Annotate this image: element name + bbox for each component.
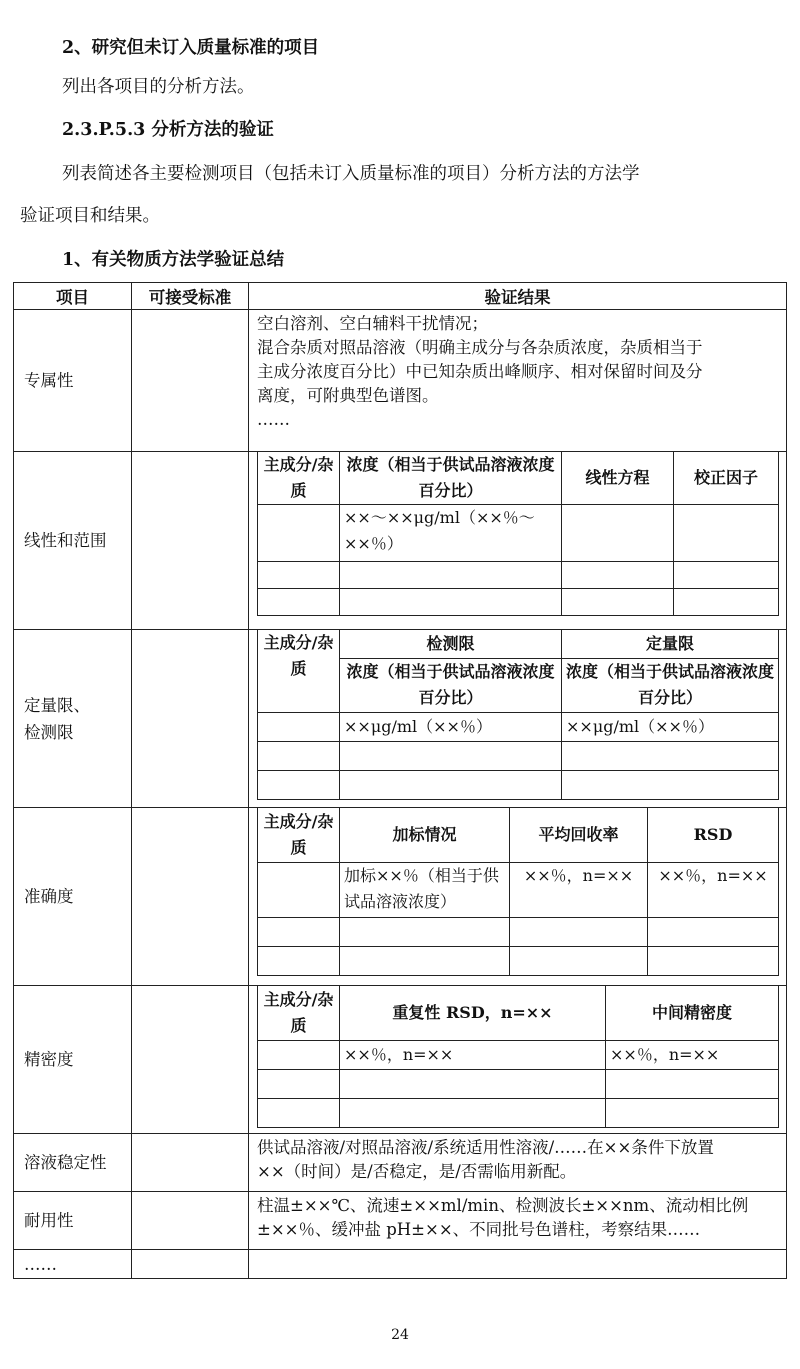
heading-related-substances: 1、有关物质方法学验证总结 (62, 250, 285, 270)
validation-summary-table (13, 282, 787, 1279)
table-row (14, 630, 787, 808)
lod-value: ××μg/ml（××％） (340, 713, 562, 742)
intermediate-value: ××％，n=×× (606, 1041, 779, 1070)
row-label-stability: 溶液稳定性 (14, 1134, 132, 1192)
specificity-line: 混合杂质对照品溶液（明确主成分与各杂质浓度，杂质相当于 (257, 338, 703, 357)
stability-line-2: ××（时间）是/否稳定，是/否需临用新配。 (257, 1162, 577, 1181)
acceptance-cell (132, 310, 249, 452)
accuracy-result (249, 808, 787, 986)
robustness-line-1: 柱温±××℃、流速±××ml/min、检测波长±××nm、流动相比例 (257, 1196, 749, 1215)
row-label-lod-loq (14, 630, 132, 808)
heading-method-validation: 2.3.P.5.3 分析方法的验证 (62, 120, 274, 140)
robustness-line-2: ±××％、缓冲盐 pH±××、不同批号色谱柱，考察结果…… (257, 1220, 701, 1239)
paragraph-list-methods: 列出各项目的分析方法。 (62, 77, 255, 97)
row-label-precision: 精密度 (14, 986, 132, 1134)
sub-header-recovery: 平均回收率 (510, 808, 648, 863)
acceptance-cell (132, 630, 249, 808)
table-row (14, 808, 787, 986)
repeatability-value: ××％，n=×× (340, 1041, 606, 1070)
sub-header-loq-concentration: 浓度（相当于供试品溶液浓度百分比） (562, 658, 779, 712)
header-result: 验证结果 (249, 283, 787, 310)
table-row (14, 1192, 787, 1250)
spike-value: 加标××％（相当于供试品溶液浓度） (340, 863, 510, 918)
paragraph-validation-line-1: 列表简述各主要检测项目（包括未订入质量标准的项目）分析方法的方法学 (62, 164, 640, 184)
row-label-more: …… (14, 1250, 132, 1279)
precision-subtable (257, 986, 779, 1128)
sub-header-lod: 检测限 (340, 630, 562, 658)
accuracy-subtable (257, 808, 779, 976)
acceptance-cell (132, 1192, 249, 1250)
specificity-line: 离度，可附典型色谱图。 (257, 386, 439, 405)
acceptance-cell (132, 1134, 249, 1192)
recovery-value: ××％，n=×× (510, 863, 648, 918)
precision-result (249, 986, 787, 1134)
heading-unlisted-items: 2、研究但未订入质量标准的项目 (62, 38, 320, 58)
sub-header-loq: 定量限 (562, 630, 779, 658)
header-acceptance: 可接受标准 (132, 283, 249, 310)
table-row (14, 986, 787, 1134)
sub-header-concentration: 浓度（相当于供试品溶液浓度百分比） (340, 452, 562, 505)
sub-header-component: 主成分/杂质 (258, 986, 340, 1041)
sub-header-lod-concentration: 浓度（相当于供试品溶液浓度百分比） (340, 658, 562, 712)
sub-header-spike: 加标情况 (340, 808, 510, 863)
linearity-result (249, 452, 787, 630)
paragraph-validation-line-2: 验证项目和结果。 (20, 206, 160, 226)
acceptance-cell (132, 808, 249, 986)
row-label-accuracy: 准确度 (14, 808, 132, 986)
sub-header-component: 主成分/杂质 (258, 630, 340, 713)
specificity-result (249, 310, 787, 452)
sub-header-correction-factor: 校正因子 (674, 452, 779, 505)
page-number: 24 (391, 1327, 409, 1343)
header-item: 项目 (14, 283, 132, 310)
lod-loq-subtable (257, 630, 779, 800)
loq-value: ××μg/ml（××％） (562, 713, 779, 742)
linearity-conc-value: ××～××μg/ml（××％～××％） (340, 505, 562, 562)
table-row (14, 452, 787, 630)
lod-loq-result (249, 630, 787, 808)
row-label-robustness: 耐用性 (14, 1192, 132, 1250)
sub-header-intermediate: 中间精密度 (606, 986, 779, 1041)
sub-header-component: 主成分/杂质 (258, 452, 340, 505)
specificity-line: 主成分浓度百分比）中已知杂质出峰顺序、相对保留时间及分 (257, 362, 703, 381)
row-label-lod: 检测限 (24, 722, 74, 742)
acceptance-cell (132, 452, 249, 630)
sub-header-component: 主成分/杂质 (258, 808, 340, 863)
row-label-loq: 定量限、 (24, 695, 90, 715)
row-label-specificity: 专属性 (14, 310, 132, 452)
rsd-value: ××％，n=×× (648, 863, 779, 918)
table-row (14, 1250, 787, 1279)
stability-result (249, 1134, 787, 1192)
specificity-line: …… (257, 410, 290, 429)
table-row (14, 310, 787, 452)
row-label-linearity: 线性和范围 (14, 452, 132, 630)
sub-header-equation: 线性方程 (562, 452, 674, 505)
sub-header-rsd: RSD (648, 808, 779, 863)
linearity-subtable (257, 452, 779, 616)
acceptance-cell (132, 986, 249, 1134)
specificity-line: 空白溶剂、空白辅料干扰情况； (257, 314, 488, 333)
sub-header-repeatability: 重复性 RSD，n=×× (340, 986, 606, 1041)
robustness-result (249, 1192, 787, 1250)
table-row (14, 1134, 787, 1192)
table-header-row (14, 283, 787, 310)
stability-line-1: 供试品溶液/对照品溶液/系统适用性溶液/……在××条件下放置 (257, 1138, 714, 1157)
